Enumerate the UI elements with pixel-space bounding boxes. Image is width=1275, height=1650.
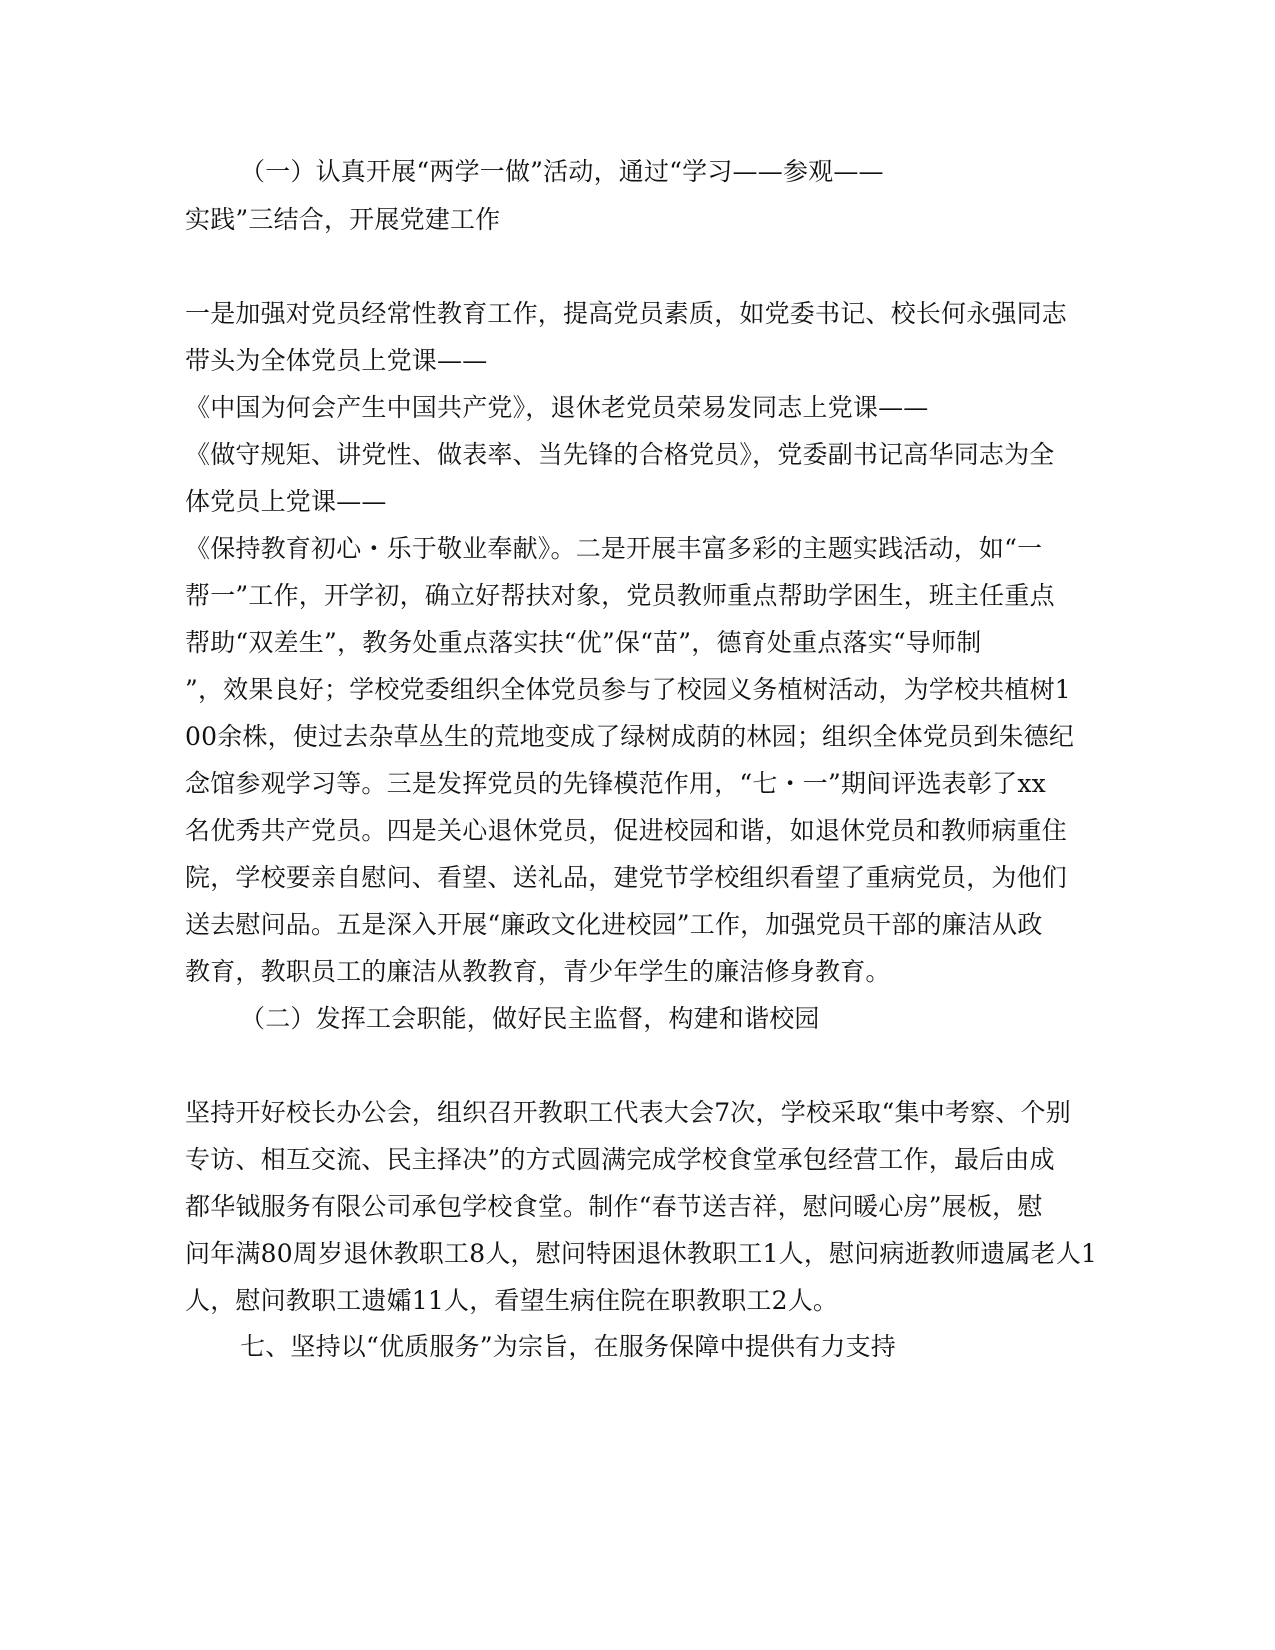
section-heading-service: 七、坚持以“优质服务”为宗旨，在服务保障中提供有力支持 [240, 1332, 896, 1361]
paragraph-line: 帮助“双差生”，教务处重点落实扶“优”保“苗”，德育处重点落实“导师制 [185, 628, 982, 657]
section-heading-party-building-line1: （一）认真开展“两学一做”活动，通过“学习——参观—— [240, 157, 884, 186]
paragraph-line: 都华钺服务有限公司承包学校食堂。制作“春节送吉祥，慰问暖心房”展板，慰 [185, 1192, 1043, 1221]
paragraph-line: 名优秀共产党员。四是关心退休党员，促进校园和谐，如退休党员和教师病重住 [185, 816, 1068, 845]
paragraph-line: 体党员上党课—— [185, 487, 387, 516]
paragraph-line: 送去慰问品。五是深入开展“廉政文化进校园”工作，加强党员干部的廉洁从政 [185, 910, 1043, 939]
paragraph-line: 《中国为何会产生中国共产党》，退休老党员荣易发同志上党课—— [185, 393, 929, 422]
paragraph-line: 专访、相互交流、民主择决”的方式圆满完成学校食堂承包经营工作，最后由成 [185, 1145, 1055, 1174]
paragraph-line: ”，效果良好；学校党委组织全体党员参与了校园义务植树活动，为学校共植树1 [185, 675, 1071, 704]
paragraph-line: 帮一”工作，开学初，确立好帮扶对象，党员教师重点帮助学困生，班主任重点 [185, 581, 1055, 610]
paragraph-line: 人，慰问教职工遗孀11人，看望生病住院在职教职工2人。 [185, 1286, 839, 1315]
paragraph-line: 《保持教育初心・乐于敬业奉献》。二是开展丰富多彩的主题实践活动，如“一 [185, 534, 1043, 563]
paragraph-line: 教育，教职员工的廉洁从教教育，青少年学生的廉洁修身教育。 [185, 957, 891, 986]
paragraph-line: 问年满80周岁退休教职工8人，慰问特困退休教职工1人，慰问病逝教师遗属老人1 [185, 1239, 1098, 1268]
section-heading-union: （二）发挥工会职能，做好民主监督，构建和谐校园 [240, 1004, 820, 1033]
paragraph-line: 带头为全体党员上党课—— [185, 346, 488, 375]
paragraph-line: 《做守规矩、讲党性、做表率、当先锋的合格党员》，党委副书记高华同志为全 [185, 440, 1055, 469]
section-heading-party-building-line2: 实践”三结合，开展党建工作 [185, 205, 501, 234]
paragraph-line: 院，学校要亲自慰问、看望、送礼品，建党节学校组织看望了重病党员，为他们 [185, 863, 1068, 892]
paragraph-line: 00余株，使过去杂草丛生的荒地变成了绿树成荫的林园；组织全体党员到朱德纪 [185, 722, 1075, 751]
paragraph-line: 念馆参观学习等。三是发挥党员的先锋模范作用，“七・一”期间评选表彰了xx [185, 769, 1046, 798]
paragraph-line: 一是加强对党员经常性教育工作，提高党员素质，如党委书记、校长何永强同志 [185, 299, 1068, 328]
paragraph-line: 坚持开好校长办公会，组织召开教职工代表大会7次，学校采取“集中考察、个别 [185, 1098, 1071, 1127]
